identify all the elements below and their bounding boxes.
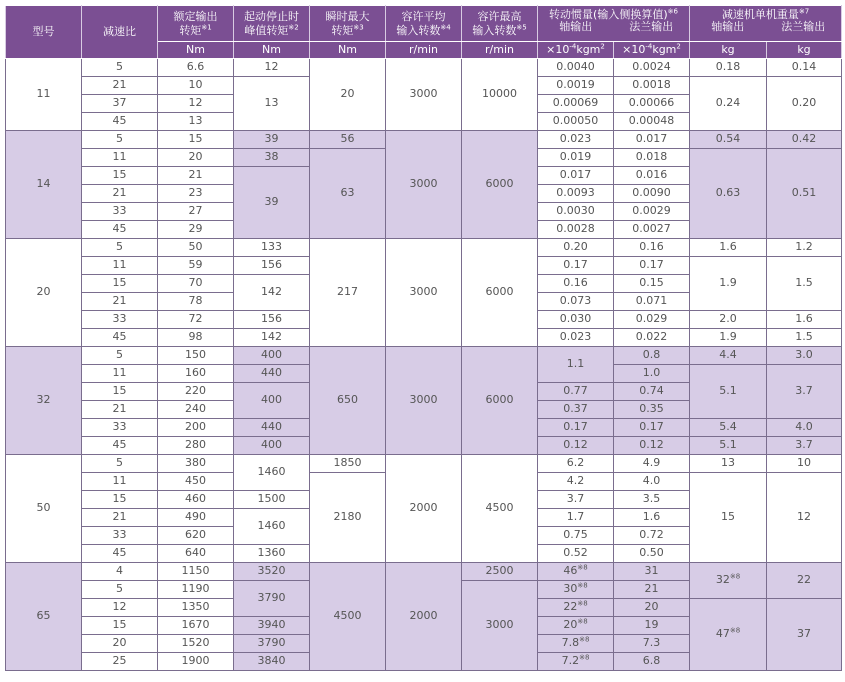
weight-flange-cell: 1.5 [767,329,842,347]
inertia-flange-cell: 0.74 [614,383,690,401]
table-row [6,59,842,77]
weight-shaft-cell: 1.9 [690,329,767,347]
weight-shaft-cell: 2.0 [690,311,767,329]
rated-torque-cell: 15 [158,131,234,149]
ratio-cell: 20 [82,635,158,653]
momentary-torque-cell: 20 [310,59,386,131]
max-speed-cell: 2500 [462,563,538,581]
rated-torque-cell: 280 [158,437,234,455]
avg-speed-cell: 3000 [386,131,462,239]
rated-torque-cell: 70 [158,275,234,293]
ratio-cell: 5 [82,455,158,473]
table-row [6,239,842,257]
ratio-cell: 11 [82,473,158,491]
weight-flange-cell: 3.7 [767,437,842,455]
startstop-torque-cell: 133 [234,239,310,257]
inertia-flange-cell: 4.0 [614,473,690,491]
inertia-flange-cell: 0.50 [614,545,690,563]
weight-flange-cell: 0.51 [767,149,842,239]
inertia-flange-cell: 0.17 [614,419,690,437]
inertia-shaft-cell: 6.2 [538,455,614,473]
inertia-flange-cell: 4.9 [614,455,690,473]
model-cell: 32 [6,347,82,455]
inertia-flange-cell: 0.15 [614,275,690,293]
ratio-cell: 4 [82,563,158,581]
weight-flange-cell: 4.0 [767,419,842,437]
weight-shaft-cell: 0.24 [690,77,767,131]
ratio-cell: 33 [82,419,158,437]
inertia-flange-cell: 31 [614,563,690,581]
startstop-torque-cell: 156 [234,257,310,275]
header-inertia: 转动惯量(输入侧换算值)$^{※6}$ 轴输出 法兰输出 [538,6,690,42]
startstop-torque-cell: 1460 [234,509,310,545]
startstop-torque-cell: 12 [234,59,310,77]
ratio-cell: 45 [82,437,158,455]
weight-flange-cell: 0.42 [767,131,842,149]
inertia-flange-cell: 1.6 [614,509,690,527]
rated-torque-cell: 200 [158,419,234,437]
model-cell: 50 [6,455,82,563]
weight-flange-cell: 0.20 [767,77,842,131]
rated-torque-cell: 23 [158,185,234,203]
ratio-cell: 45 [82,221,158,239]
inertia-flange-cell: 0.0029 [614,203,690,221]
ratio-cell: 15 [82,383,158,401]
ratio-cell: 12 [82,599,158,617]
ratio-cell: 37 [82,95,158,113]
startstop-torque-cell: 1460 [234,455,310,491]
inertia-flange-cell: 0.0027 [614,221,690,239]
momentary-torque-cell: 650 [310,347,386,455]
unit-max-speed: r/min [462,42,538,59]
startstop-torque-cell: 440 [234,365,310,383]
weight-shaft-cell: 0.54 [690,131,767,149]
weight-flange-cell: 1.6 [767,311,842,329]
ratio-cell: 45 [82,545,158,563]
ratio-cell: 21 [82,185,158,203]
rated-torque-cell: 150 [158,347,234,365]
weight-flange-cell: 3.7 [767,365,842,419]
table-body [6,59,842,671]
inertia-shaft-cell: 0.0028 [538,221,614,239]
inertia-flange-cell: 1.0 [614,365,690,383]
rated-torque-cell: 21 [158,167,234,185]
weight-shaft-cell: 5.1 [690,437,767,455]
inertia-shaft-cell: 0.0030 [538,203,614,221]
inertia-flange-cell: 0.071 [614,293,690,311]
weight-shaft-cell: 32$^{※8}$ [690,563,767,599]
inertia-flange-cell: 0.8 [614,347,690,365]
inertia-shaft-cell: 0.12 [538,437,614,455]
ratio-cell: 11 [82,149,158,167]
startstop-torque-cell: 440 [234,419,310,437]
inertia-flange-cell: 0.0018 [614,77,690,95]
unit-momentary: Nm [310,42,386,59]
startstop-torque-cell: 3520 [234,563,310,581]
unit-weight-shaft: kg [690,42,767,59]
rated-torque-cell: 160 [158,365,234,383]
weight-flange-cell: 22 [767,563,842,599]
table-row [6,563,842,581]
avg-speed-cell: 3000 [386,59,462,131]
rated-torque-cell: 640 [158,545,234,563]
header-ratio: 减速比 [82,6,158,59]
inertia-shaft-cell: 0.77 [538,383,614,401]
startstop-torque-cell: 3790 [234,581,310,617]
table-row [6,347,842,365]
model-cell: 20 [6,239,82,347]
ratio-cell: 21 [82,509,158,527]
rated-torque-cell: 1150 [158,563,234,581]
ratio-cell: 21 [82,77,158,95]
rated-torque-cell: 1670 [158,617,234,635]
rated-torque-cell: 620 [158,527,234,545]
header-avg-speed: 容许平均 输入转数$^{※4}$ [386,6,462,42]
rated-torque-cell: 10 [158,77,234,95]
inertia-flange-cell: 7.3 [614,635,690,653]
max-speed-cell: 6000 [462,131,538,239]
rated-torque-cell: 1520 [158,635,234,653]
model-cell: 11 [6,59,82,131]
max-speed-cell: 3000 [462,581,538,671]
inertia-shaft-cell: 0.00050 [538,113,614,131]
rated-torque-cell: 380 [158,455,234,473]
inertia-flange-cell: 6.8 [614,653,690,671]
rated-torque-cell: 460 [158,491,234,509]
inertia-shaft-cell: 7.2$^{※8}$ [538,653,614,671]
header-startstop-torque: 起动停止时 峰值转矩$^{※2}$ [234,6,310,42]
inertia-flange-cell: 19 [614,617,690,635]
inertia-shaft-cell: 20$^{※8}$ [538,617,614,635]
inertia-shaft-cell: 0.20 [538,239,614,257]
inertia-flange-cell: 0.022 [614,329,690,347]
spec-table [5,5,842,671]
inertia-shaft-cell: 0.073 [538,293,614,311]
table-row [6,455,842,473]
header-momentary-torque: 瞬时最大 转矩$^{※3}$ [310,6,386,42]
max-speed-cell: 10000 [462,59,538,131]
inertia-flange-cell: 0.029 [614,311,690,329]
rated-torque-cell: 50 [158,239,234,257]
weight-shaft-cell: 5.4 [690,419,767,437]
unit-rated: Nm [158,42,234,59]
weight-flange-cell: 12 [767,473,842,563]
model-cell: 65 [6,563,82,671]
max-speed-cell: 6000 [462,347,538,455]
inertia-shaft-cell: 0.023 [538,329,614,347]
ratio-cell: 33 [82,203,158,221]
rated-torque-cell: 1900 [158,653,234,671]
inertia-flange-cell: 3.5 [614,491,690,509]
startstop-torque-cell: 400 [234,383,310,419]
startstop-torque-cell: 3790 [234,635,310,653]
inertia-shaft-cell: 0.0040 [538,59,614,77]
max-speed-cell: 4500 [462,455,538,563]
inertia-shaft-cell: 0.37 [538,401,614,419]
inertia-shaft-cell: 30$^{※8}$ [538,581,614,599]
ratio-cell: 21 [82,401,158,419]
inertia-shaft-cell: 0.00069 [538,95,614,113]
avg-speed-cell: 3000 [386,239,462,347]
header-max-speed: 容许最高 输入转数$^{※5}$ [462,6,538,42]
inertia-shaft-cell: 0.17 [538,257,614,275]
startstop-torque-cell: 400 [234,437,310,455]
inertia-shaft-cell: 1.1 [538,347,614,383]
avg-speed-cell: 3000 [386,347,462,455]
momentary-torque-cell: 4500 [310,563,386,671]
rated-torque-cell: 59 [158,257,234,275]
avg-speed-cell: 2000 [386,455,462,563]
weight-shaft-cell: 0.18 [690,59,767,77]
startstop-torque-cell: 39 [234,131,310,149]
inertia-flange-cell: 0.017 [614,131,690,149]
ratio-cell: 15 [82,167,158,185]
inertia-flange-cell: 0.17 [614,257,690,275]
inertia-shaft-cell: 0.0093 [538,185,614,203]
inertia-shaft-cell: 0.030 [538,311,614,329]
header-weight: 减速机单机重量$^{※7}$ 轴输出 法兰输出 [690,6,842,42]
startstop-torque-cell: 156 [234,311,310,329]
rated-torque-cell: 13 [158,113,234,131]
rated-torque-cell: 220 [158,383,234,401]
startstop-torque-cell: 1500 [234,491,310,509]
ratio-cell: 5 [82,347,158,365]
startstop-torque-cell: 400 [234,347,310,365]
inertia-flange-cell: 0.00048 [614,113,690,131]
rated-torque-cell: 1190 [158,581,234,599]
ratio-cell: 45 [82,113,158,131]
rated-torque-cell: 12 [158,95,234,113]
ratio-cell: 45 [82,329,158,347]
inertia-shaft-cell: 0.16 [538,275,614,293]
startstop-torque-cell: 39 [234,167,310,239]
weight-flange-cell: 1.2 [767,239,842,257]
rated-torque-cell: 20 [158,149,234,167]
model-cell: 14 [6,131,82,239]
inertia-shaft-cell: 3.7 [538,491,614,509]
ratio-cell: 11 [82,257,158,275]
rated-torque-cell: 1350 [158,599,234,617]
unit-inertia-flange: $\times 10^{-4}kgm^2$ [614,42,690,59]
weight-shaft-cell: 15 [690,473,767,563]
inertia-shaft-cell: 22$^{※8}$ [538,599,614,617]
weight-flange-cell: 0.14 [767,59,842,77]
inertia-shaft-cell: 0.017 [538,167,614,185]
rated-torque-cell: 490 [158,509,234,527]
inertia-flange-cell: 0.12 [614,437,690,455]
ratio-cell: 33 [82,311,158,329]
rated-torque-cell: 29 [158,221,234,239]
ratio-cell: 21 [82,293,158,311]
header-model: 型号 [6,6,82,59]
ratio-cell: 15 [82,617,158,635]
inertia-flange-cell: 0.72 [614,527,690,545]
momentary-torque-cell: 63 [310,149,386,239]
inertia-flange-cell: 0.35 [614,401,690,419]
table-row [6,131,842,149]
rated-torque-cell: 240 [158,401,234,419]
momentary-torque-cell: 1850 [310,455,386,473]
momentary-torque-cell: 2180 [310,473,386,563]
ratio-cell: 5 [82,59,158,77]
weight-flange-cell: 3.0 [767,347,842,365]
inertia-shaft-cell: 1.7 [538,509,614,527]
inertia-flange-cell: 0.0024 [614,59,690,77]
weight-shaft-cell: 0.63 [690,149,767,239]
ratio-cell: 5 [82,239,158,257]
ratio-cell: 15 [82,491,158,509]
rated-torque-cell: 27 [158,203,234,221]
momentary-torque-cell: 217 [310,239,386,347]
ratio-cell: 11 [82,365,158,383]
max-speed-cell: 6000 [462,239,538,347]
unit-weight-flange: kg [767,42,842,59]
inertia-flange-cell: 0.00066 [614,95,690,113]
avg-speed-cell: 2000 [386,563,462,671]
weight-shaft-cell: 1.6 [690,239,767,257]
inertia-shaft-cell: 46$^{※8}$ [538,563,614,581]
ratio-cell: 5 [82,131,158,149]
startstop-torque-cell: 38 [234,149,310,167]
header-rated-torque: 额定输出 转矩$^{※1}$ [158,6,234,42]
rated-torque-cell: 450 [158,473,234,491]
inertia-shaft-cell: 0.75 [538,527,614,545]
startstop-torque-cell: 142 [234,329,310,347]
weight-flange-cell: 1.5 [767,257,842,311]
startstop-torque-cell: 3940 [234,617,310,635]
inertia-shaft-cell: 0.52 [538,545,614,563]
inertia-shaft-cell: 7.8$^{※8}$ [538,635,614,653]
startstop-torque-cell: 13 [234,77,310,131]
weight-shaft-cell: 5.1 [690,365,767,419]
inertia-flange-cell: 0.018 [614,149,690,167]
inertia-shaft-cell: 0.019 [538,149,614,167]
inertia-flange-cell: 0.16 [614,239,690,257]
inertia-flange-cell: 0.016 [614,167,690,185]
unit-avg-speed: r/min [386,42,462,59]
rated-torque-cell: 98 [158,329,234,347]
ratio-cell: 25 [82,653,158,671]
rated-torque-cell: 72 [158,311,234,329]
rated-torque-cell: 78 [158,293,234,311]
table-header [6,6,842,59]
startstop-torque-cell: 3840 [234,653,310,671]
inertia-shaft-cell: 4.2 [538,473,614,491]
startstop-torque-cell: 1360 [234,545,310,563]
startstop-torque-cell: 142 [234,275,310,311]
unit-inertia-shaft: $\times 10^{-4}kgm^2$ [538,42,614,59]
inertia-shaft-cell: 0.0019 [538,77,614,95]
ratio-cell: 15 [82,275,158,293]
inertia-flange-cell: 0.0090 [614,185,690,203]
momentary-torque-cell: 56 [310,131,386,149]
weight-flange-cell: 37 [767,599,842,671]
inertia-shaft-cell: 0.17 [538,419,614,437]
ratio-cell: 33 [82,527,158,545]
ratio-cell: 5 [82,581,158,599]
weight-shaft-cell: 1.9 [690,257,767,311]
weight-shaft-cell: 13 [690,455,767,473]
weight-flange-cell: 10 [767,455,842,473]
weight-shaft-cell: 47$^{※8}$ [690,599,767,671]
inertia-shaft-cell: 0.023 [538,131,614,149]
unit-startstop: Nm [234,42,310,59]
rated-torque-cell: 6.6 [158,59,234,77]
inertia-flange-cell: 20 [614,599,690,617]
weight-shaft-cell: 4.4 [690,347,767,365]
inertia-flange-cell: 21 [614,581,690,599]
